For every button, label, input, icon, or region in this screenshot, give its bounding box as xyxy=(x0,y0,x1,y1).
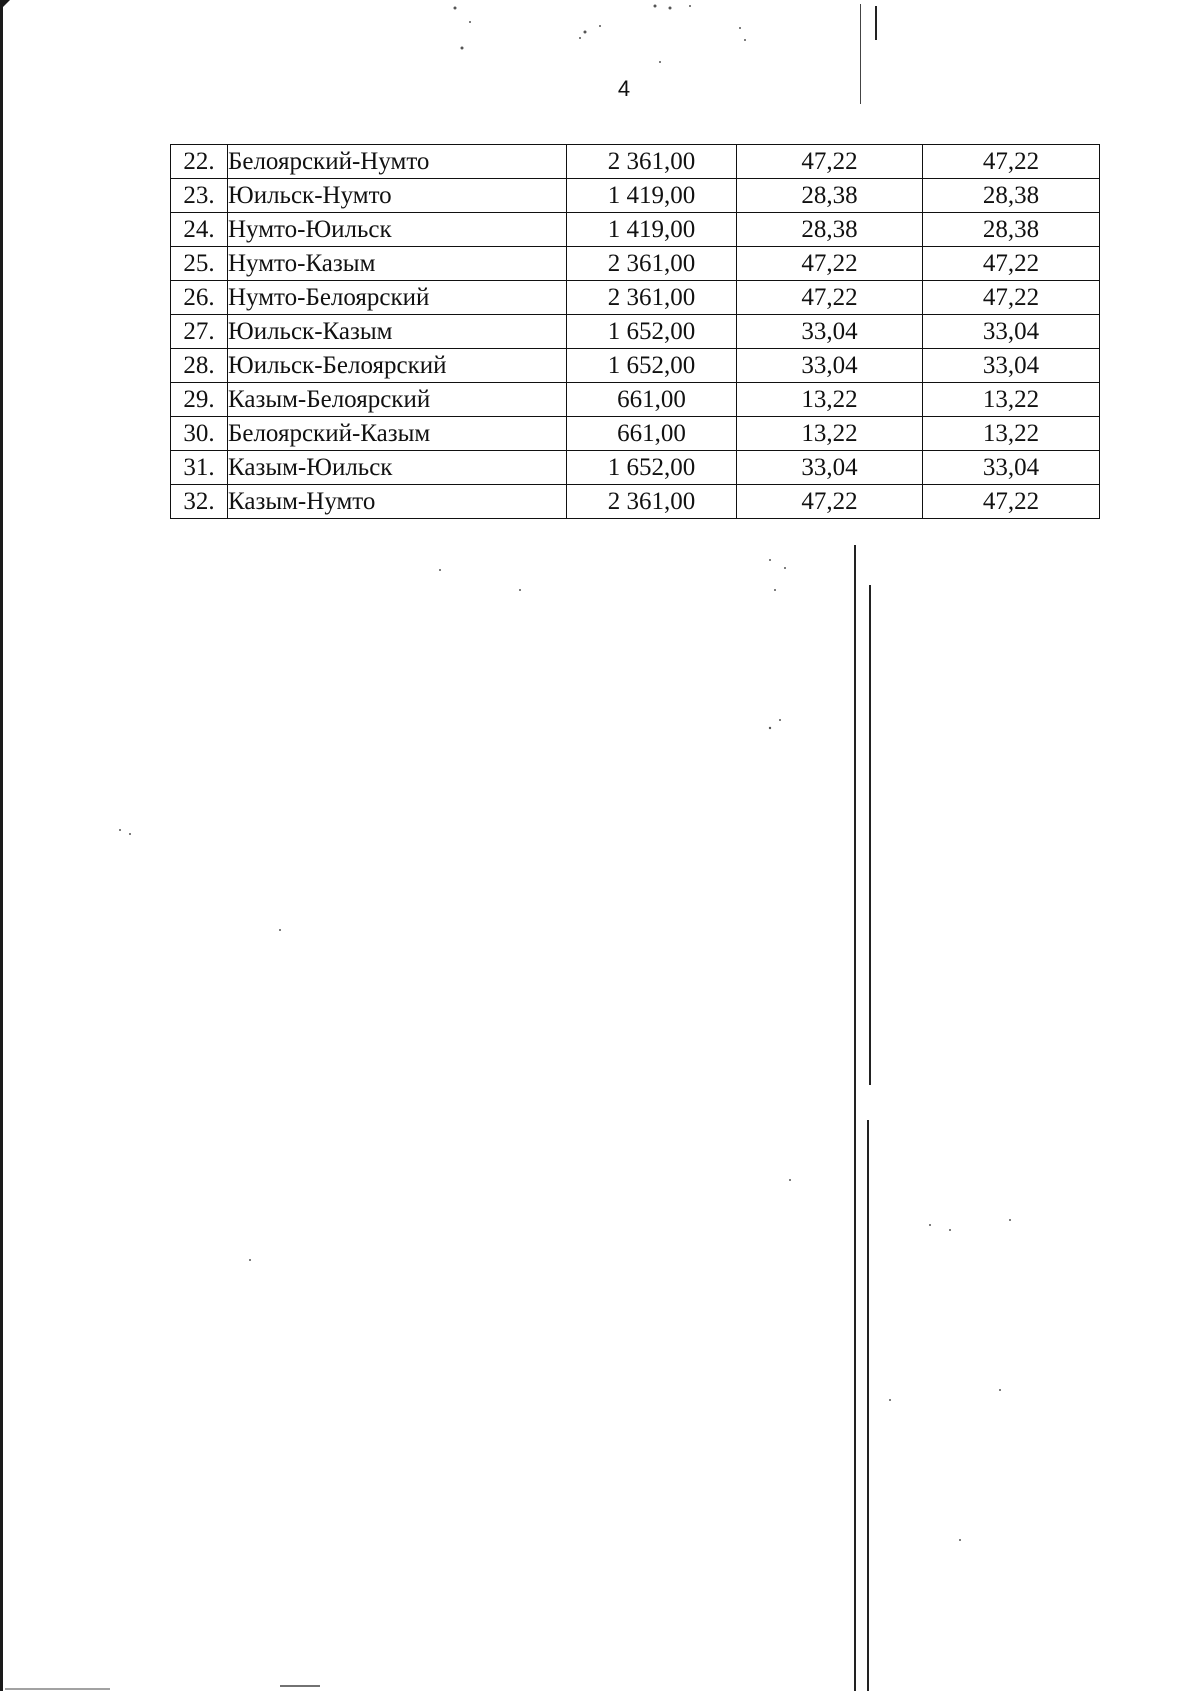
table-row xyxy=(171,349,1100,383)
row-number: 23. xyxy=(171,179,228,213)
table-row xyxy=(171,281,1100,315)
cell-value: 47,22 xyxy=(923,281,1100,315)
route-name: Нумто-Юильск xyxy=(228,213,567,247)
route-name: Казым-Белоярский xyxy=(228,383,567,417)
cell-value: 47,22 xyxy=(737,281,923,315)
table-row xyxy=(171,485,1100,519)
row-number: 30. xyxy=(171,417,228,451)
table-row xyxy=(171,315,1100,349)
route-name: Белоярский-Казым xyxy=(228,417,567,451)
table-row xyxy=(171,213,1100,247)
tariff-table xyxy=(170,144,1100,519)
cell-value: 28,38 xyxy=(737,179,923,213)
cell-value: 47,22 xyxy=(737,145,923,179)
table-row xyxy=(171,179,1100,213)
route-name: Нумто-Казым xyxy=(228,247,567,281)
cell-value: 33,04 xyxy=(737,349,923,383)
cell-value: 661,00 xyxy=(567,417,737,451)
row-number: 26. xyxy=(171,281,228,315)
table-row xyxy=(171,145,1100,179)
cell-value: 47,22 xyxy=(923,485,1100,519)
cell-value: 1 652,00 xyxy=(567,315,737,349)
cell-value: 1 652,00 xyxy=(567,349,737,383)
row-number: 31. xyxy=(171,451,228,485)
row-number: 27. xyxy=(171,315,228,349)
cell-value: 1 652,00 xyxy=(567,451,737,485)
cell-value: 33,04 xyxy=(923,315,1100,349)
cell-value: 47,22 xyxy=(923,247,1100,281)
table-row xyxy=(171,451,1100,485)
cell-value: 2 361,00 xyxy=(567,145,737,179)
row-number: 25. xyxy=(171,247,228,281)
route-name: Казым-Юильск xyxy=(228,451,567,485)
cell-value: 13,22 xyxy=(737,383,923,417)
cell-value: 1 419,00 xyxy=(567,179,737,213)
page-number: 4 xyxy=(617,76,631,101)
cell-value: 661,00 xyxy=(567,383,737,417)
table-row xyxy=(171,417,1100,451)
cell-value: 13,22 xyxy=(923,383,1100,417)
table-row xyxy=(171,247,1100,281)
cell-value: 2 361,00 xyxy=(567,281,737,315)
cell-value: 47,22 xyxy=(737,485,923,519)
route-name: Нумто-Белоярский xyxy=(228,281,567,315)
cell-value: 2 361,00 xyxy=(567,485,737,519)
route-name: Юильск-Белоярский xyxy=(228,349,567,383)
cell-value: 13,22 xyxy=(923,417,1100,451)
row-number: 22. xyxy=(171,145,228,179)
route-name: Юильск-Нумто xyxy=(228,179,567,213)
row-number: 29. xyxy=(171,383,228,417)
cell-value: 33,04 xyxy=(923,451,1100,485)
route-name: Белоярский-Нумто xyxy=(228,145,567,179)
cell-value: 28,38 xyxy=(923,179,1100,213)
route-name: Юильск-Казым xyxy=(228,315,567,349)
cell-value: 1 419,00 xyxy=(567,213,737,247)
cell-value: 13,22 xyxy=(737,417,923,451)
row-number: 24. xyxy=(171,213,228,247)
row-number: 32. xyxy=(171,485,228,519)
cell-value: 28,38 xyxy=(923,213,1100,247)
row-number: 28. xyxy=(171,349,228,383)
cell-value: 33,04 xyxy=(737,451,923,485)
route-name: Казым-Нумто xyxy=(228,485,567,519)
cell-value: 47,22 xyxy=(923,145,1100,179)
table-row xyxy=(171,383,1100,417)
cell-value: 33,04 xyxy=(737,315,923,349)
cell-value: 28,38 xyxy=(737,213,923,247)
cell-value: 47,22 xyxy=(737,247,923,281)
cell-value: 33,04 xyxy=(923,349,1100,383)
cell-value: 2 361,00 xyxy=(567,247,737,281)
